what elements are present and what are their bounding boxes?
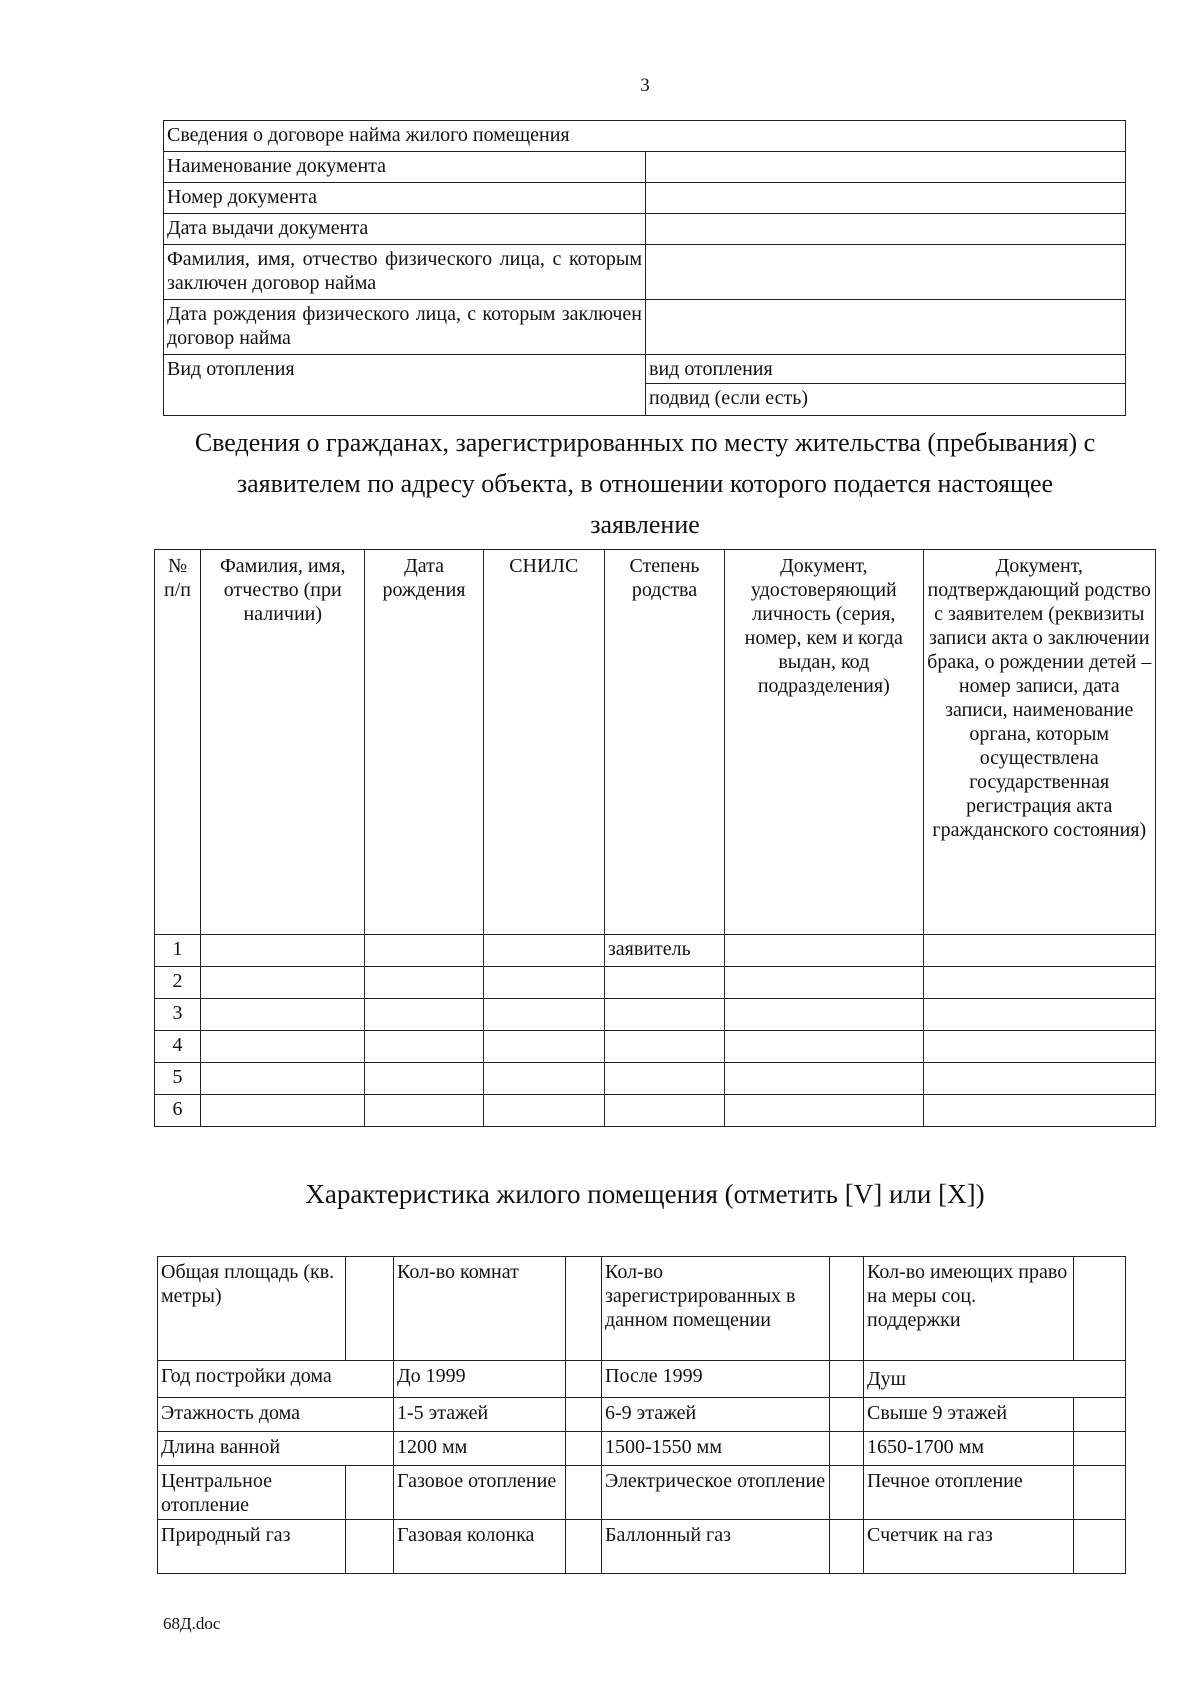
contract-doc-date-label: Дата выдачи документа [164,214,646,245]
cell[interactable] [923,967,1156,999]
cell[interactable] [365,1095,483,1127]
contract-person-name-label: Фамилия, имя, отчество физического лица, с которым заключен договор найма [164,245,646,300]
checkbox-cell[interactable] [566,1520,602,1574]
document-filename: 68Д.doc [163,1614,221,1633]
cell[interactable] [201,999,365,1031]
cell[interactable] [201,1095,365,1127]
col-number: № п/п [155,550,201,935]
cell[interactable] [725,999,923,1031]
contract-doc-name-label: Наименование документа [164,152,646,183]
checkbox-cell[interactable] [830,1432,864,1466]
cell[interactable] [365,999,483,1031]
checkbox-cell[interactable] [1074,1432,1126,1466]
checkbox-cell[interactable] [566,1361,602,1398]
checkbox-cell[interactable] [830,1361,864,1398]
checkbox-cell[interactable] [566,1398,602,1432]
checkbox-cell[interactable] [1074,1520,1126,1574]
table-row [155,1063,1156,1095]
cell[interactable] [923,935,1156,967]
checkbox-cell[interactable] [566,1432,602,1466]
checkbox-cell[interactable] [346,1520,394,1574]
bath-1650-option: 1650-1700 мм [864,1432,1074,1466]
cell[interactable] [483,1095,604,1127]
contract-table [163,120,1126,416]
gas-meter-option: Счетчик на газ [864,1520,1074,1574]
cell[interactable] [365,935,483,967]
cell[interactable] [483,1031,604,1063]
contract-person-name-field[interactable] [646,245,1126,300]
total-area-label: Общая площадь (кв. метры) [158,1257,346,1361]
checkbox-cell[interactable] [346,1257,394,1361]
checkbox-cell[interactable] [566,1257,602,1361]
checkbox-cell[interactable] [1074,1466,1126,1520]
after-1999-option: После 1999 [602,1361,830,1398]
table-row [155,935,1156,967]
bath-1200-option: 1200 мм [394,1432,566,1466]
cell[interactable] [365,1063,483,1095]
cell[interactable] [365,1031,483,1063]
cell[interactable] [483,1063,604,1095]
natural-gas-option: Природный газ [158,1520,346,1574]
table-row [155,967,1156,999]
registered-count-label: Кол-во зарегистрированных в данном помещении [602,1257,830,1361]
heating-label: Вид отопления [164,355,646,416]
cell[interactable] [365,967,483,999]
row-number: 2 [155,967,201,999]
bottled-gas-option: Баллонный газ [602,1520,830,1574]
cell[interactable] [725,935,923,967]
checkbox-cell[interactable] [830,1466,864,1520]
stove-heating-option: Печное отопление [864,1466,1074,1520]
social-support-count-label: Кол-во имеющих право на меры соц. поддержки [864,1257,1074,1361]
floors-label: Этажность дома [158,1398,394,1432]
contract-doc-date-field[interactable] [646,214,1126,245]
row-relation[interactable] [604,1095,724,1127]
rooms-count-label: Кол-во комнат [394,1257,566,1361]
gas-heater-option: Газовая колонка [394,1520,566,1574]
heating-type: вид отопления [649,358,773,380]
cell[interactable] [923,1095,1156,1127]
checkbox-cell[interactable] [830,1520,864,1574]
before-1999-option: До 1999 [394,1361,566,1398]
floors-6-9-option: 6-9 этажей [602,1398,830,1432]
cell[interactable] [923,1063,1156,1095]
cell[interactable] [725,1031,923,1063]
heating-subtype: подвид (если есть) [646,383,1125,412]
row-number: 5 [155,1063,201,1095]
shower-option: Душ [864,1361,1126,1398]
table-row [155,999,1156,1031]
row-number: 6 [155,1095,201,1127]
checkbox-cell[interactable] [830,1398,864,1432]
cell[interactable] [201,935,365,967]
cell[interactable] [725,1063,923,1095]
housing-table [157,1256,1126,1574]
bath-length-label: Длина ванной [158,1432,394,1466]
checkbox-cell[interactable] [1074,1398,1126,1432]
contract-doc-name-field[interactable] [646,152,1126,183]
contract-doc-number-field[interactable] [646,183,1126,214]
gas-heating-option: Газовое отопление [394,1466,566,1520]
cell[interactable] [725,967,923,999]
central-heating-option: Центральное отопление [158,1466,346,1520]
row-relation: заявитель [604,935,724,967]
row-relation[interactable] [604,1031,724,1063]
citizens-title: Сведения о гражданах, зарегистрированных по месту жительства (пребывания) с заявителем по адресу объекта, в отношении которого подается настоящее заявление [194,428,1096,539]
cell[interactable] [483,967,604,999]
cell[interactable] [923,999,1156,1031]
row-relation[interactable] [604,967,724,999]
bath-1500-option: 1500-1550 мм [602,1432,830,1466]
electric-heating-option: Электрическое отопление [602,1466,830,1520]
floors-over-9-option: Свыше 9 этажей [864,1398,1074,1432]
col-identity-doc: Документ, удостоверяющий личность (серия, номер, кем и когда выдан, код подразделения) [725,550,923,935]
cell[interactable] [923,1031,1156,1063]
page-number: 3 [640,75,650,96]
table-row [155,1031,1156,1063]
cell[interactable] [201,1031,365,1063]
build-year-label: Год постройки дома [158,1361,394,1398]
checkbox-cell[interactable] [830,1257,864,1361]
checkbox-cell[interactable] [566,1466,602,1520]
cell[interactable] [483,999,604,1031]
col-relation-doc: Документ, подтверждающий родство с заявителем (реквизиты записи акта о заключении брака, о рождении детей – номер записи, дата записи, наименование органа, которым осуществлена государственная регистрация акта гражданского состояния) [923,550,1156,935]
cell[interactable] [483,935,604,967]
row-number: 3 [155,999,201,1031]
contract-person-birth-field[interactable] [646,300,1126,355]
cell[interactable] [201,1063,365,1095]
row-number: 1 [155,935,201,967]
col-full-name: Фамилия, имя, отчество (при наличии) [201,550,365,935]
row-number: 4 [155,1031,201,1063]
cell[interactable] [201,967,365,999]
col-snils: СНИЛС [483,550,604,935]
table-row [155,1095,1156,1127]
checkbox-cell[interactable] [1074,1257,1126,1361]
floors-1-5-option: 1-5 этажей [394,1398,566,1432]
contract-doc-number-label: Номер документа [164,183,646,214]
contract-person-birth-label: Дата рождения физического лица, с которым заключен договор найма [164,300,646,355]
contract-header: Сведения о договоре найма жилого помещения [164,121,1126,152]
citizens-table [154,549,1156,1127]
col-birth-date: Дата рождения [365,550,483,935]
checkbox-cell[interactable] [346,1466,394,1520]
cell[interactable] [725,1095,923,1127]
col-relation: Степень родства [604,550,724,935]
row-relation[interactable] [604,999,724,1031]
housing-title: Характеристика жилого помещения (отметить [V] или [X]) [305,1179,985,1209]
row-relation[interactable] [604,1063,724,1095]
